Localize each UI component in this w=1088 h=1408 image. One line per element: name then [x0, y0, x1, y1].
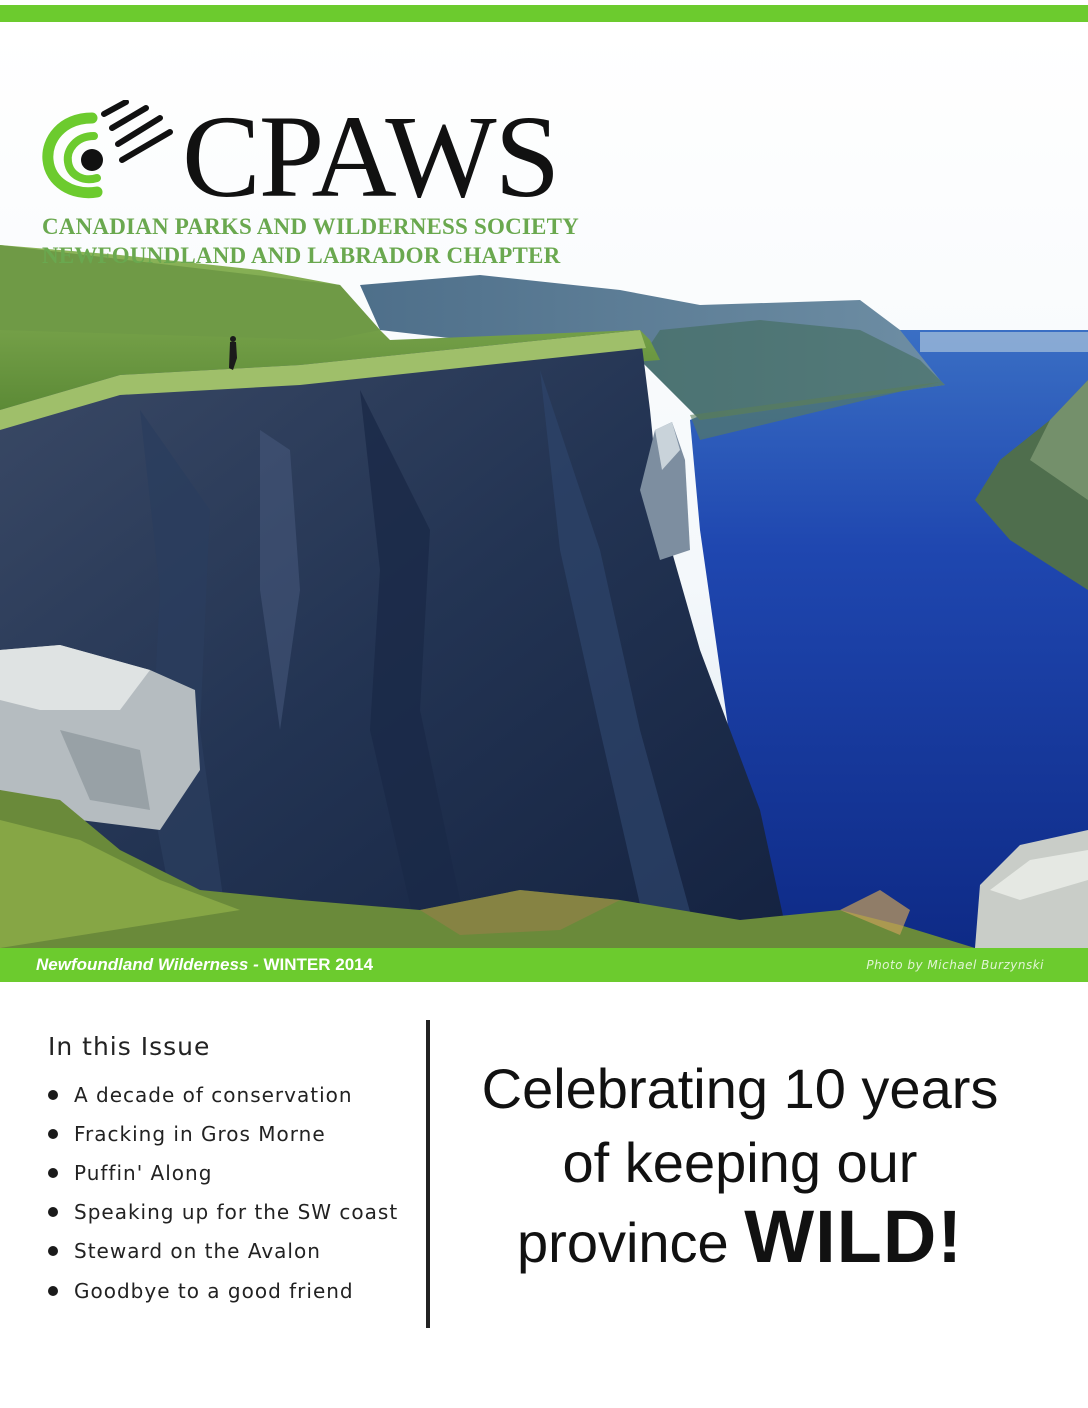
toc-item: [46, 1075, 416, 1114]
toc-heading: In this Issue: [48, 1032, 211, 1061]
top-accent-bar: [0, 5, 1088, 22]
toc-list: [46, 1075, 416, 1310]
headline-line-1: Celebrating 10 years: [481, 1057, 999, 1120]
bullet-icon: [48, 1090, 58, 1100]
headline-word-province: province: [517, 1211, 729, 1274]
paw-swirl-icon: [42, 100, 182, 200]
toc-item: [46, 1271, 416, 1310]
bullet-icon: [48, 1207, 58, 1217]
headline-line-2: of keeping our: [562, 1131, 918, 1194]
toc-item-label: Speaking up for the SW coast: [74, 1200, 399, 1225]
photo-credit: Photo by Michael Burzynski: [866, 958, 1044, 972]
logo-wordmark: CPAWS: [182, 91, 559, 222]
vertical-divider: [426, 1020, 430, 1328]
table-of-contents: [46, 1032, 416, 1310]
headline-emphasis-wild: WILD!: [744, 1195, 963, 1278]
toc-item-label: Steward on the Avalon: [74, 1239, 321, 1264]
toc-item-label: A decade of conservation: [74, 1082, 353, 1107]
toc-item: [46, 1193, 416, 1232]
headline-line-3: [440, 1195, 1040, 1280]
issue-title: [36, 955, 373, 975]
bullet-icon: [48, 1246, 58, 1256]
bullet-icon: [48, 1286, 58, 1296]
toc-item: [46, 1114, 416, 1153]
publication-name: Newfoundland Wilderness: [36, 955, 249, 974]
logo-subtitle-chapter: NEWFOUNDLAND AND LABRADOR CHAPTER: [42, 243, 561, 268]
toc-item-label: Puffin' Along: [74, 1160, 213, 1185]
toc-item-label: Fracking in Gros Morne: [74, 1121, 326, 1146]
issue-season: WINTER 2014: [263, 955, 374, 974]
cover-headline: [440, 1052, 1040, 1280]
cpaws-logo: [42, 91, 602, 280]
toc-item: [46, 1153, 416, 1192]
bullet-icon: [48, 1168, 58, 1178]
cover-photo: [0, 30, 1088, 948]
toc-item-label: Goodbye to a good friend: [74, 1278, 354, 1303]
toc-item: [46, 1232, 416, 1271]
issue-bar: [0, 948, 1088, 982]
bullet-icon: [48, 1129, 58, 1139]
logo-subtitle-society: CANADIAN PARKS AND WILDERNESS SOCIETY: [42, 214, 579, 239]
issue-separator: -: [248, 955, 264, 974]
